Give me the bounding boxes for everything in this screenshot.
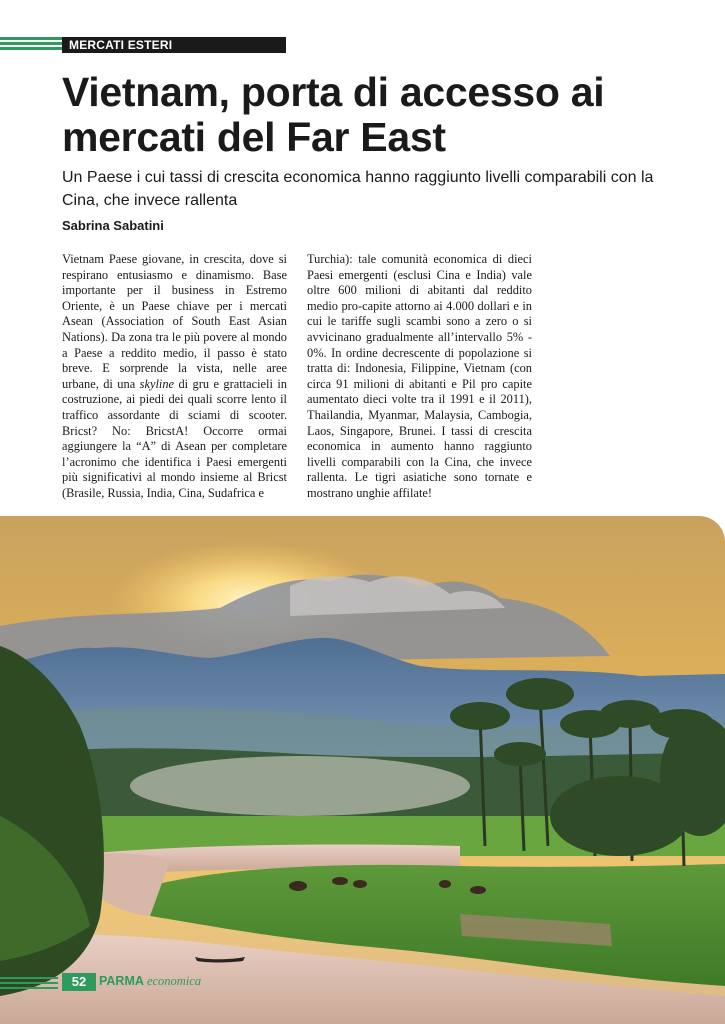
section-label: MERCATI ESTERI xyxy=(62,37,286,53)
column-1-text-a: Vietnam Paese giovane, in crescita, dove si respirano entusiasmo e dinamismo. Base importante per il business in Estremo Oriente, è un Paese chiave per i mercati Asean (Association of South East Asian Nations). Da zona tra le più povere al mondo a Paese a reddito medio, il passo è stato breve. E sorprende la vista, nelle aree urbane, di una xyxy=(62,252,287,391)
vietnam-landscape-photo xyxy=(0,516,725,1024)
footer-stripes xyxy=(0,977,58,992)
article-column-2: Turchia): tale comunità economica di dieci Paesi emergenti (esclusi Cina e India) vale oltre 600 milioni di abitanti dal reddito medio pro-capite attorno ai 4.000 dollari e in cui le tariffe sugli scambi sono a zero o si avvicinano gradualmente all’intervallo 5% - 0%. In ordine decrescente di popolazione si tratta di: Indonesia, Filippine, Vietnam (con circa 91 milioni di abitanti e Pil pro capite aumentato dieci volte tra il 1991 e il 2011), Thailandia, Myanmar, Malaysia, Cambogia, Laos, Singapore, Brunei. I tassi di crescita economica in aumento hanno raggiunto livelli comparabili con la Cina, che invece rallenta. Le tigri asiatiche sono tornate e mostrano unghie affilate! xyxy=(307,252,532,500)
publication-name xyxy=(99,974,201,989)
column-1-text-b: di gru e grattacieli in costruzione, ai piedi dei quali scorre lento il traffico assordante di sciami di scooter. Bricst? No: BricstA! Occorre ormai aggiungere la “A” di Asean per completare l’acronimo che identifica i Paesi emergenti più significativi al mondo insieme al Bricst (Brasile, Russia, India, Cina, Sudafrica e xyxy=(62,376,287,500)
publication-title: PARMA xyxy=(99,974,144,988)
section-stripes xyxy=(0,37,62,52)
article-author: Sabrina Sabatini xyxy=(62,218,164,233)
article-subtitle: Un Paese i cui tassi di crescita economica hanno raggiunto livelli comparabili con la Cina, che invece rallenta xyxy=(62,169,654,209)
page-number: 52 xyxy=(62,973,96,991)
skyline-emphasis: skyline xyxy=(139,376,175,391)
publication-subtitle: economica xyxy=(146,974,202,988)
article-title: Vietnam, porta di accesso ai mercati del Far East xyxy=(62,69,605,160)
page-footer xyxy=(0,973,240,993)
article-column-1 xyxy=(62,252,287,502)
